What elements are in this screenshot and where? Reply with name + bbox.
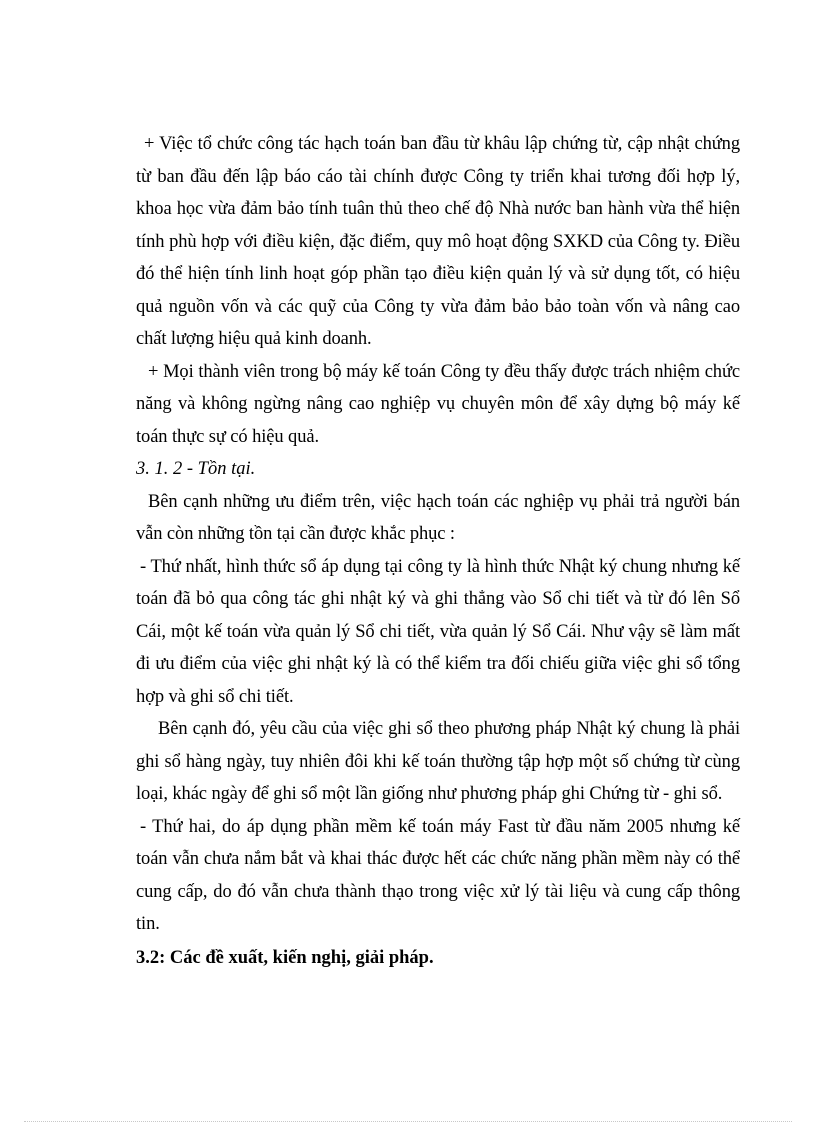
paragraph-journal-requirement: Bên cạnh đó, yêu cầu của việc ghi sổ theo phương pháp Nhật ký chung là phải ghi sổ hàng ngày, tuy nhiên đôi khi kế toán thường tập hợp một số chứng từ cùng loại, khác ngày để ghi sổ một lần giống như phương pháp ghi Chứng từ - ghi sổ. <box>136 719 740 804</box>
document-body <box>136 128 740 975</box>
subheading-limitations: 3. 1. 2 - Tồn tại. <box>136 459 256 479</box>
paragraph-limitations-intro: Bên cạnh những ưu điểm trên, việc hạch toán các nghiệp vụ phải trả người bán vẫn còn những tồn tại cần được khắc phục : <box>136 491 740 544</box>
paragraph-second-limitation: - Thứ hai, do áp dụng phần mềm kế toán máy Fast từ đầu năm 2005 nhưng kế toán vẫn chưa nắm bắt và khai thác được hết các chức năng phần mềm này có thể cung cấp, do đó vẫn chưa thành thạo trong việc xử lý tài liệu và cung cấp thông tin. <box>136 816 740 934</box>
paragraph-organization: + Việc tổ chức công tác hạch toán ban đầu từ khâu lập chứng từ, cập nhật chứng từ ban đầu đến lập báo cáo tài chính được Công ty triển khai tương đối hợp lý, khoa học vừa đảm bảo tính tuân thủ theo chế độ Nhà nước ban hành vừa thể hiện tính phù hợp với điều kiện, đặc điểm, quy mô hoạt động SXKD của Công ty. Điều đó thể hiện tính linh hoạt góp phần tạo điều kiện quản lý và sử dụng tốt, có hiệu quả nguồn vốn và các quỹ của Công ty vừa đảm bảo bảo toàn vốn và nâng cao chất lượng hiệu quả kinh doanh. <box>136 134 740 349</box>
section-heading-proposals: 3.2: Các đề xuất, kiến nghị, giải pháp. <box>136 947 434 968</box>
paragraph-staff: + Mọi thành viên trong bộ máy kế toán Công ty đều thấy được trách nhiệm chức năng và không ngừng nâng cao nghiệp vụ chuyên môn để xây dựng bộ máy kế toán thực sự có hiệu quả. <box>136 361 740 447</box>
paragraph-first-limitation: - Thứ nhất, hình thức sổ áp dụng tại công ty là hình thức Nhật ký chung nhưng kế toán đã bỏ qua công tác ghi nhật ký và ghi thẳng vào Sổ chi tiết và từ đó lên Sổ Cái, một kế toán vừa quản lý Sổ chi tiết, vừa quản lý Sổ Cái. Như vậy sẽ làm mất đi ưu điểm của việc ghi nhật ký là có thể kiểm tra đối chiếu giữa việc ghi sổ tổng hợp và ghi sổ chi tiết. <box>136 556 740 707</box>
page-bottom-rule <box>24 1121 792 1122</box>
